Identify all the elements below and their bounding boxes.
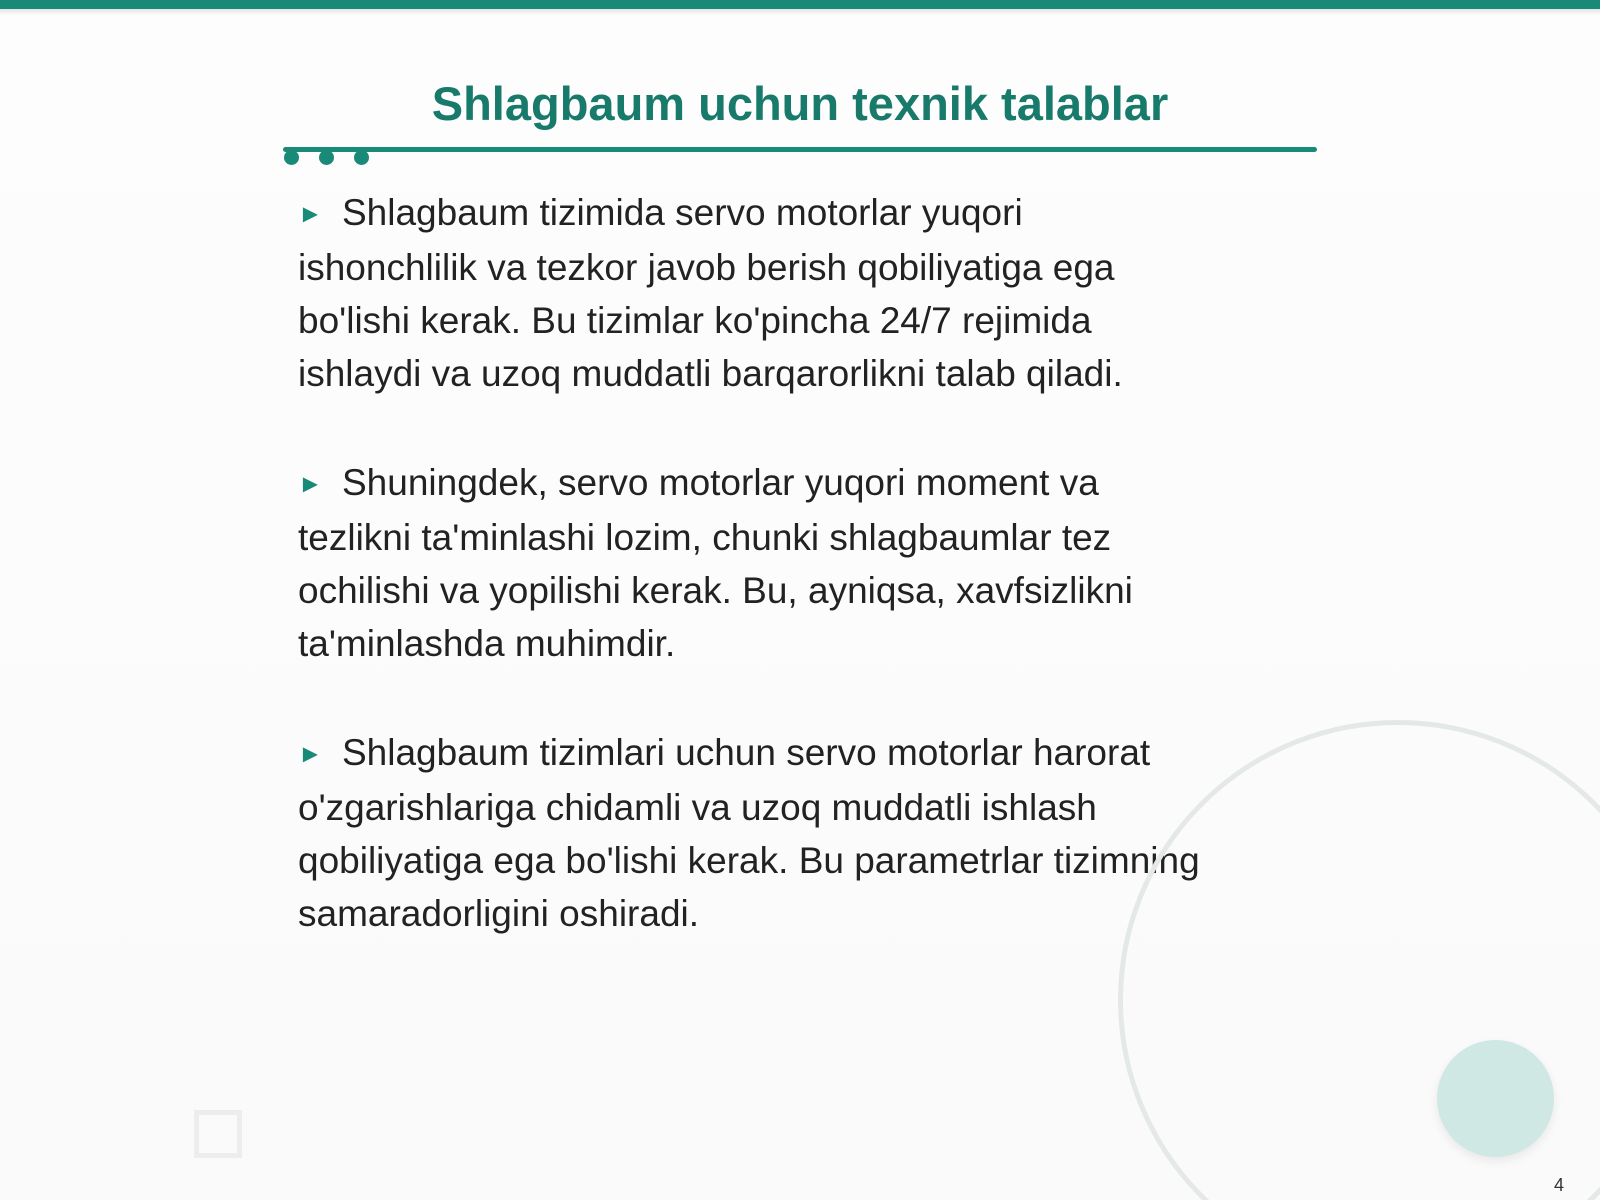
triangle-bullet-icon: ► (298, 200, 323, 228)
bullet-paragraph-2 (298, 456, 1308, 670)
title-underline (283, 147, 1317, 152)
paragraph-text: Shlagbaum tizimlari uchun servo motorlar harorat o'zgarishlariga chidamli va uzoq muddatli ishlash qobiliyatiga ega bo'lishi kerak. Bu parametrlar tizimning samaradorligini oshiradi. (298, 732, 1200, 934)
decorative-dot-2 (319, 150, 334, 165)
top-bar-shadow (0, 9, 1600, 15)
slide-title: Shlagbaum uchun texnik talablar (431, 77, 1169, 130)
page-number: 4 (1553, 1175, 1564, 1195)
triangle-bullet-icon: ► (298, 740, 323, 768)
decorative-dot-1 (284, 150, 299, 165)
top-accent-bar (0, 0, 1600, 9)
decorative-dot-3 (354, 150, 369, 165)
decorative-filled-circle (1437, 1040, 1554, 1157)
paragraph-text: Shlagbaum tizimida servo motorlar yuqori ishonchlilik va tezkor javob berish qobiliyatiga ega bo'lishi kerak. Bu tizimlar ko'pincha 24/7 rejimida ishlaydi va uzoq muddatli barqarorlikni talab qiladi. (298, 192, 1123, 394)
triangle-bullet-icon: ► (298, 470, 323, 498)
paragraph-text: Shuningdek, servo motorlar yuqori moment va tezlikni ta'minlashi lozim, chunki shlagbaumlar tez ochilishi va yopilishi kerak. Bu, ayniqsa, xavfsizlikni ta'minlashda muhimdir. (298, 462, 1133, 664)
decorative-square (194, 1110, 242, 1158)
bullet-paragraph-1 (298, 186, 1308, 400)
